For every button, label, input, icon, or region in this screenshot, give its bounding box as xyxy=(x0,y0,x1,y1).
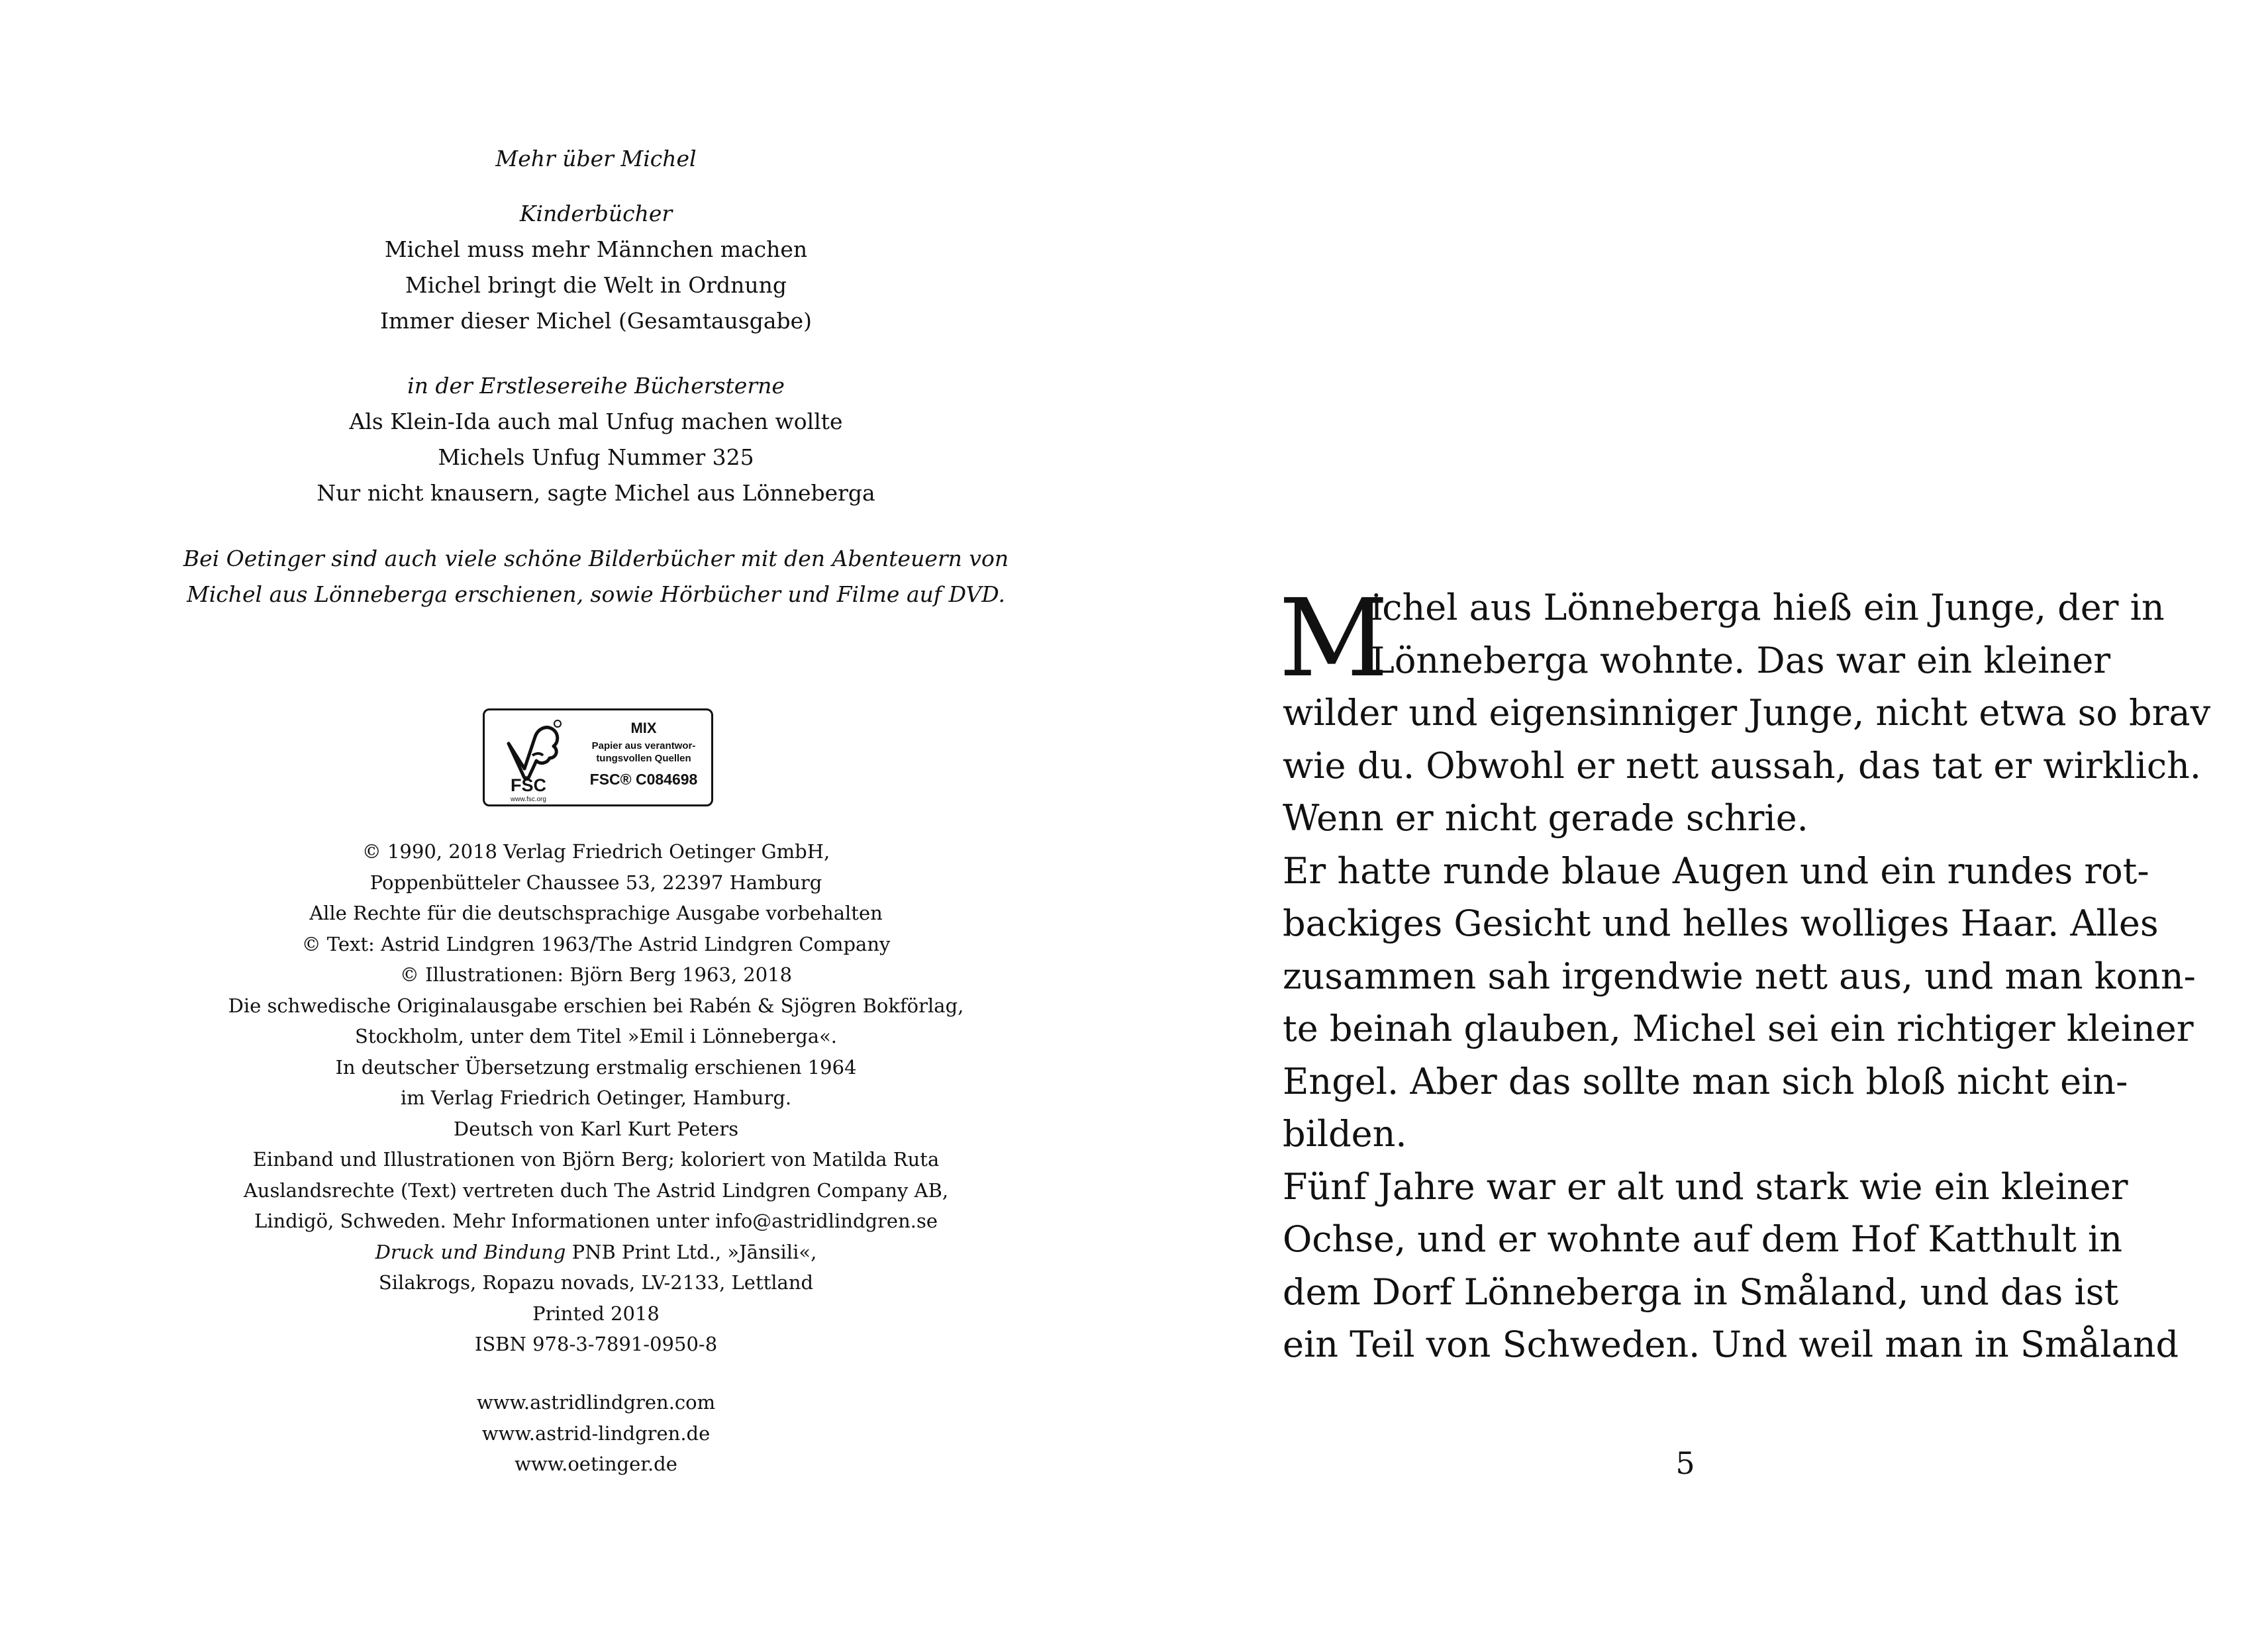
print-value: PNB Print Ltd., »Jānsili«, xyxy=(571,1240,817,1263)
imprint-line: ISBN 978-3-7891-0950-8 xyxy=(474,1333,718,1355)
kids-book-title: Michel muss mehr Männchen machen xyxy=(384,236,808,262)
imprint-line: © 1990, 2018 Verlag Friedrich Oetinger GmbH, xyxy=(362,840,830,863)
svg-text:www.fsc.org: www.fsc.org xyxy=(511,796,546,803)
first-reader-title: Als Klein-Ida auch mal Unfug machen wollte xyxy=(349,409,843,434)
text-line: wie du. Obwohl er nett aussah, das tat er wirklich. xyxy=(1283,744,2202,787)
kids-books-heading: Kinderbücher xyxy=(519,201,673,226)
imprint-line: Auslandsrechte (Text) vertreten duch The Astrid Lindgren Company AB, xyxy=(243,1179,949,1202)
kids-book-title: Immer dieser Michel (Gesamtausgabe) xyxy=(379,308,813,334)
text-line: bilden. xyxy=(1283,1113,1407,1155)
print-line xyxy=(0,1237,1192,1268)
kids-books-section xyxy=(0,196,1192,339)
websites xyxy=(0,1387,1192,1480)
first-reader-title: Nur nicht knausern, sagte Michel aus Lönneberga xyxy=(317,480,875,506)
imprint-line: © Text: Astrid Lindgren 1963/The Astrid Lindgren Company xyxy=(301,932,891,955)
first-reader-title: Michels Unfug Nummer 325 xyxy=(438,444,754,470)
imprint-line: Lindigö, Schweden. Mehr Informationen unter info@astridlindgren.se xyxy=(254,1210,938,1232)
text-line: ichel aus Lönneberga hieß ein Junge, der in xyxy=(1371,587,2165,628)
text-line: wilder und eigensinniger Junge, nicht etwa so brav xyxy=(1283,692,2211,734)
imprint-line: Silakrogs, Ropazu novads, LV-2133, Lettland xyxy=(378,1271,814,1294)
imprint-line: im Verlag Friedrich Oetinger, Hamburg. xyxy=(400,1087,792,1109)
oetinger-note: Bei Oetinger sind auch viele schöne Bilderbücher mit den Abenteuern von Michel aus Lönneberga erschienen, sowie Hörbücher und Filme auf DVD. xyxy=(183,546,1009,607)
text-line: Wenn er nicht gerade schrie. xyxy=(1283,797,1808,839)
text-line: Lönneberga wohnte. Das war ein kleiner xyxy=(1371,639,2111,681)
fsc-logo xyxy=(483,708,713,806)
imprint-line: Die schwedische Originalausgabe erschien bei Rabén & Sjögren Bokförlag, xyxy=(228,994,964,1017)
text-line: Ochse, und er wohnte auf dem Hof Katthult in xyxy=(1283,1218,2123,1260)
text-line: backiges Gesicht und helles wolliges Haar. Alles xyxy=(1283,902,2159,944)
more-about-heading: Mehr über Michel xyxy=(495,146,697,171)
text-line: zusammen sah irgendwie nett aus, und man konn- xyxy=(1283,955,2196,997)
text-line: Er hatte runde blaue Augen und ein rundes rot- xyxy=(1283,849,2149,892)
text-line: ein Teil von Schweden. Und weil man in Småland xyxy=(1283,1324,2179,1365)
story-text xyxy=(1283,581,2211,1371)
website-link[interactable]: www.astridlindgren.com xyxy=(476,1391,716,1414)
imprint-line: © Illustrationen: Björn Berg 1963, 2018 xyxy=(399,963,793,986)
imprint-line: Poppenbütteler Chaussee 53, 22397 Hamburg xyxy=(370,871,822,894)
text-line: Engel. Aber das sollte man sich bloß nicht ein- xyxy=(1283,1060,2128,1102)
text-line: te beinah glauben, Michel sei ein richtiger kleiner xyxy=(1283,1008,2194,1049)
imprint-line: Einband und Illustrationen von Björn Berg; koloriert von Matilda Ruta xyxy=(252,1148,940,1171)
first-reader-section xyxy=(0,368,1192,511)
imprint-line: Alle Rechte für die deutschsprachige Ausgabe vorbehalten xyxy=(309,902,883,924)
text-line: dem Dorf Lönneberga in Småland, und das ist xyxy=(1283,1271,2119,1313)
imprint-line: Stockholm, unter dem Titel »Emil i Lönneberga«. xyxy=(354,1025,838,1047)
imprint-line: Deutsch von Karl Kurt Peters xyxy=(453,1117,739,1140)
fsc-label: MIX Papier aus verantwor- tungsvollen Quellen FSC® C084698 xyxy=(589,720,698,788)
fsc-tree-icon xyxy=(494,717,563,803)
print-label: Druck und Bindung xyxy=(375,1240,566,1263)
website-link[interactable]: www.astrid-lindgren.de xyxy=(481,1422,711,1445)
kids-book-title: Michel bringt die Welt in Ordnung xyxy=(405,272,787,298)
imprint-line: In deutscher Übersetzung erstmalig erschienen 1964 xyxy=(335,1055,857,1079)
first-reader-heading: in der Erstlesereihe Büchersterne xyxy=(407,373,785,399)
text-line: Fünf Jahre war er alt und stark wie ein kleiner xyxy=(1283,1165,2128,1208)
website-link[interactable]: www.oetinger.de xyxy=(515,1453,677,1475)
imprint-line: Printed 2018 xyxy=(532,1302,660,1325)
svg-text:FSC: FSC xyxy=(511,775,546,795)
imprint-block xyxy=(0,836,1192,1360)
page-number: 5 xyxy=(1675,1445,1695,1481)
drop-cap: M xyxy=(1279,577,1389,701)
